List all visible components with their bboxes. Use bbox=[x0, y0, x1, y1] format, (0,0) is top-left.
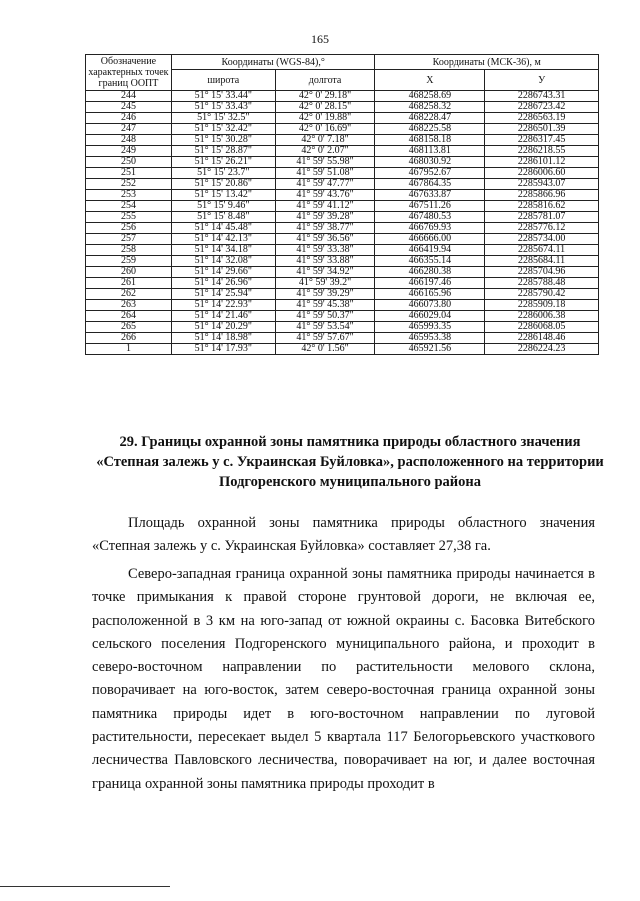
header-x: X bbox=[375, 70, 485, 91]
cell-point: 256 bbox=[86, 223, 172, 234]
cell-point: 261 bbox=[86, 278, 172, 289]
cell-point: 252 bbox=[86, 179, 172, 190]
table-row bbox=[86, 267, 599, 278]
cell-point: 248 bbox=[86, 135, 172, 146]
cell-longitude: 42° 0' 16.69" bbox=[275, 124, 375, 135]
cell-longitude: 41° 59' 38.77" bbox=[275, 223, 375, 234]
table-row bbox=[86, 278, 599, 289]
table-row bbox=[86, 168, 599, 179]
cell-x: 468258.69 bbox=[375, 91, 485, 102]
cell-longitude: 41° 59' 39.2" bbox=[275, 278, 375, 289]
table-row bbox=[86, 146, 599, 157]
cell-y: 2286723.42 bbox=[485, 102, 599, 113]
cell-longitude: 41° 59' 57.67" bbox=[275, 333, 375, 344]
cell-y: 2286563.19 bbox=[485, 113, 599, 124]
cell-point: 250 bbox=[86, 157, 172, 168]
cell-point: 263 bbox=[86, 300, 172, 311]
table-row bbox=[86, 234, 599, 245]
cell-latitude: 51° 15' 32.5" bbox=[171, 113, 275, 124]
cell-point: 254 bbox=[86, 201, 172, 212]
table-row bbox=[86, 245, 599, 256]
cell-longitude: 41° 59' 33.88" bbox=[275, 256, 375, 267]
table-row bbox=[86, 300, 599, 311]
cell-latitude: 51° 15' 33.43" bbox=[171, 102, 275, 113]
cell-latitude: 51° 15' 23.7" bbox=[171, 168, 275, 179]
cell-x: 466769.93 bbox=[375, 223, 485, 234]
table-row bbox=[86, 179, 599, 190]
cell-x: 465993.35 bbox=[375, 322, 485, 333]
cell-y: 2286218.55 bbox=[485, 146, 599, 157]
cell-y: 2285704.96 bbox=[485, 267, 599, 278]
table-row bbox=[86, 344, 599, 355]
cell-latitude: 51° 15' 26.21" bbox=[171, 157, 275, 168]
cell-x: 467480.53 bbox=[375, 212, 485, 223]
table-row bbox=[86, 322, 599, 333]
cell-point: 259 bbox=[86, 256, 172, 267]
page-number: 165 bbox=[311, 32, 329, 46]
cell-x: 466355.14 bbox=[375, 256, 485, 267]
cell-point: 249 bbox=[86, 146, 172, 157]
cell-point: 245 bbox=[86, 102, 172, 113]
cell-latitude: 51° 14' 18.98" bbox=[171, 333, 275, 344]
cell-x: 468113.81 bbox=[375, 146, 485, 157]
cell-y: 2286743.31 bbox=[485, 91, 599, 102]
cell-longitude: 41° 59' 55.98" bbox=[275, 157, 375, 168]
cell-latitude: 51° 15' 13.42" bbox=[171, 190, 275, 201]
cell-longitude: 42° 0' 29.18" bbox=[275, 91, 375, 102]
table-header-row bbox=[86, 55, 599, 70]
cell-y: 2285781.07 bbox=[485, 212, 599, 223]
cell-longitude: 41° 59' 34.92" bbox=[275, 267, 375, 278]
cell-y: 2286501.39 bbox=[485, 124, 599, 135]
cell-y: 2286101.12 bbox=[485, 157, 599, 168]
cell-x: 467511.26 bbox=[375, 201, 485, 212]
cell-latitude: 51° 14' 29.66" bbox=[171, 267, 275, 278]
cell-point: 258 bbox=[86, 245, 172, 256]
header-wgs-group: Координаты (WGS-84),° bbox=[171, 55, 375, 70]
paragraph-boundary: Северо-западная граница охранной зоны памятника природы начинается в точке примыкания к правой стороне грунтовой дороги, не включая ее, расположенной в 3 км на юго-запад от южной окраины с. Басовка Витебского сельского поселения Подгоренского муниципального района, и проходит в северо-восточном направлении по растительности мелового склона, поворачивает на юго-восток, затем северо-восточная граница охранной зоны памятника природы идет в юго-восточном направлении по луговой растительности, пересекает выдел 5 квартала 117 Белогорьевского участкового лесничества Павловского лесничества, поворачивает на юг, и далее восточная граница охранной зоны памятника природы проходит в bbox=[92, 566, 595, 792]
cell-point: 257 bbox=[86, 234, 172, 245]
cell-y: 2285909.18 bbox=[485, 300, 599, 311]
section-title: 29. Границы охранной зоны памятника природы областного значения «Степная залежь у с. Украинская Буйловка», расположенного на территории Подгоренского муниципального района bbox=[96, 434, 604, 490]
cell-y: 2285674.11 bbox=[485, 245, 599, 256]
cell-longitude: 41° 59' 50.37" bbox=[275, 311, 375, 322]
cell-y: 2285734.00 bbox=[485, 234, 599, 245]
table-row bbox=[86, 223, 599, 234]
cell-y: 2286148.46 bbox=[485, 333, 599, 344]
cell-latitude: 51° 14' 22.93" bbox=[171, 300, 275, 311]
cell-latitude: 51° 15' 28.87" bbox=[171, 146, 275, 157]
cell-latitude: 51° 14' 32.08" bbox=[171, 256, 275, 267]
cell-x: 466197.46 bbox=[375, 278, 485, 289]
cell-latitude: 51° 14' 20.29" bbox=[171, 322, 275, 333]
cell-point: 262 bbox=[86, 289, 172, 300]
cell-longitude: 42° 0' 2.07" bbox=[275, 146, 375, 157]
cell-latitude: 51° 14' 17.93" bbox=[171, 344, 275, 355]
cell-latitude: 51° 14' 34.18" bbox=[171, 245, 275, 256]
table-row bbox=[86, 190, 599, 201]
cell-longitude: 41° 59' 51.08" bbox=[275, 168, 375, 179]
cell-point: 244 bbox=[86, 91, 172, 102]
cell-point: 251 bbox=[86, 168, 172, 179]
table-row bbox=[86, 311, 599, 322]
table-row bbox=[86, 113, 599, 124]
cell-longitude: 42° 0' 1.56" bbox=[275, 344, 375, 355]
cell-longitude: 41° 59' 53.54" bbox=[275, 322, 375, 333]
cell-longitude: 41° 59' 47.77" bbox=[275, 179, 375, 190]
cell-point: 255 bbox=[86, 212, 172, 223]
cell-point: 264 bbox=[86, 311, 172, 322]
paragraph-area: Площадь охранной зоны памятника природы областного значения «Степная залежь у с. Украинская Буйловка» составляет 27,38 га. bbox=[92, 515, 595, 555]
table-body bbox=[86, 91, 599, 355]
table-row bbox=[86, 212, 599, 223]
cell-x: 468158.18 bbox=[375, 135, 485, 146]
cell-x: 467864.35 bbox=[375, 179, 485, 190]
cell-latitude: 51° 14' 45.48" bbox=[171, 223, 275, 234]
table-row bbox=[86, 201, 599, 212]
footer-divider bbox=[0, 886, 170, 887]
cell-longitude: 41° 59' 39.28" bbox=[275, 212, 375, 223]
cell-latitude: 51° 15' 20.86" bbox=[171, 179, 275, 190]
cell-x: 465953.38 bbox=[375, 333, 485, 344]
cell-x: 468225.58 bbox=[375, 124, 485, 135]
cell-latitude: 51° 15' 9.46" bbox=[171, 201, 275, 212]
table-row bbox=[86, 333, 599, 344]
cell-latitude: 51° 15' 32.42" bbox=[171, 124, 275, 135]
cell-latitude: 51° 15' 30.28" bbox=[171, 135, 275, 146]
cell-longitude: 41° 59' 43.76" bbox=[275, 190, 375, 201]
cell-y: 2286224.23 bbox=[485, 344, 599, 355]
cell-latitude: 51° 15' 33.44" bbox=[171, 91, 275, 102]
cell-longitude: 41° 59' 41.12" bbox=[275, 201, 375, 212]
cell-point: 253 bbox=[86, 190, 172, 201]
cell-x: 466029.04 bbox=[375, 311, 485, 322]
cell-longitude: 41° 59' 33.38" bbox=[275, 245, 375, 256]
header-designation: Обозначение характерных точек границ ООПТ bbox=[86, 55, 172, 91]
cell-x: 466419.94 bbox=[375, 245, 485, 256]
cell-longitude: 41° 59' 36.56" bbox=[275, 234, 375, 245]
cell-y: 2286317.45 bbox=[485, 135, 599, 146]
cell-x: 465921.56 bbox=[375, 344, 485, 355]
cell-longitude: 41° 59' 39.29" bbox=[275, 289, 375, 300]
cell-point: 265 bbox=[86, 322, 172, 333]
cell-point: 246 bbox=[86, 113, 172, 124]
cell-latitude: 51° 14' 21.46" bbox=[171, 311, 275, 322]
cell-latitude: 51° 14' 25.94" bbox=[171, 289, 275, 300]
table-row bbox=[86, 102, 599, 113]
cell-x: 466073.80 bbox=[375, 300, 485, 311]
cell-y: 2285866.96 bbox=[485, 190, 599, 201]
cell-x: 467952.67 bbox=[375, 168, 485, 179]
cell-y: 2285943.07 bbox=[485, 179, 599, 190]
cell-x: 468030.92 bbox=[375, 157, 485, 168]
table-row bbox=[86, 256, 599, 267]
cell-point: 260 bbox=[86, 267, 172, 278]
cell-point: 1 bbox=[86, 344, 172, 355]
cell-x: 468258.32 bbox=[375, 102, 485, 113]
cell-y: 2286068.05 bbox=[485, 322, 599, 333]
header-latitude: широта bbox=[171, 70, 275, 91]
table-row bbox=[86, 91, 599, 102]
header-msk-group: Координаты (МСК-36), м bbox=[375, 55, 599, 70]
table-row bbox=[86, 289, 599, 300]
cell-x: 467633.87 bbox=[375, 190, 485, 201]
cell-y: 2286006.38 bbox=[485, 311, 599, 322]
cell-latitude: 51° 14' 42.13" bbox=[171, 234, 275, 245]
cell-y: 2286006.60 bbox=[485, 168, 599, 179]
cell-x: 466280.38 bbox=[375, 267, 485, 278]
cell-point: 247 bbox=[86, 124, 172, 135]
cell-y: 2285788.48 bbox=[485, 278, 599, 289]
table-row bbox=[86, 135, 599, 146]
cell-x: 466165.96 bbox=[375, 289, 485, 300]
cell-x: 466666.00 bbox=[375, 234, 485, 245]
cell-latitude: 51° 14' 26.96" bbox=[171, 278, 275, 289]
cell-y: 2285776.12 bbox=[485, 223, 599, 234]
cell-longitude: 41° 59' 45.38" bbox=[275, 300, 375, 311]
table-row bbox=[86, 157, 599, 168]
cell-latitude: 51° 15' 8.48" bbox=[171, 212, 275, 223]
table-row bbox=[86, 124, 599, 135]
cell-longitude: 42° 0' 28.15" bbox=[275, 102, 375, 113]
cell-longitude: 42° 0' 7.18" bbox=[275, 135, 375, 146]
cell-y: 2285684.11 bbox=[485, 256, 599, 267]
header-y: У bbox=[485, 70, 599, 91]
header-longitude: долгота bbox=[275, 70, 375, 91]
cell-longitude: 42° 0' 19.88" bbox=[275, 113, 375, 124]
coordinates-table bbox=[85, 54, 599, 355]
cell-y: 2285816.62 bbox=[485, 201, 599, 212]
cell-y: 2285790.42 bbox=[485, 289, 599, 300]
cell-point: 266 bbox=[86, 333, 172, 344]
cell-x: 468228.47 bbox=[375, 113, 485, 124]
